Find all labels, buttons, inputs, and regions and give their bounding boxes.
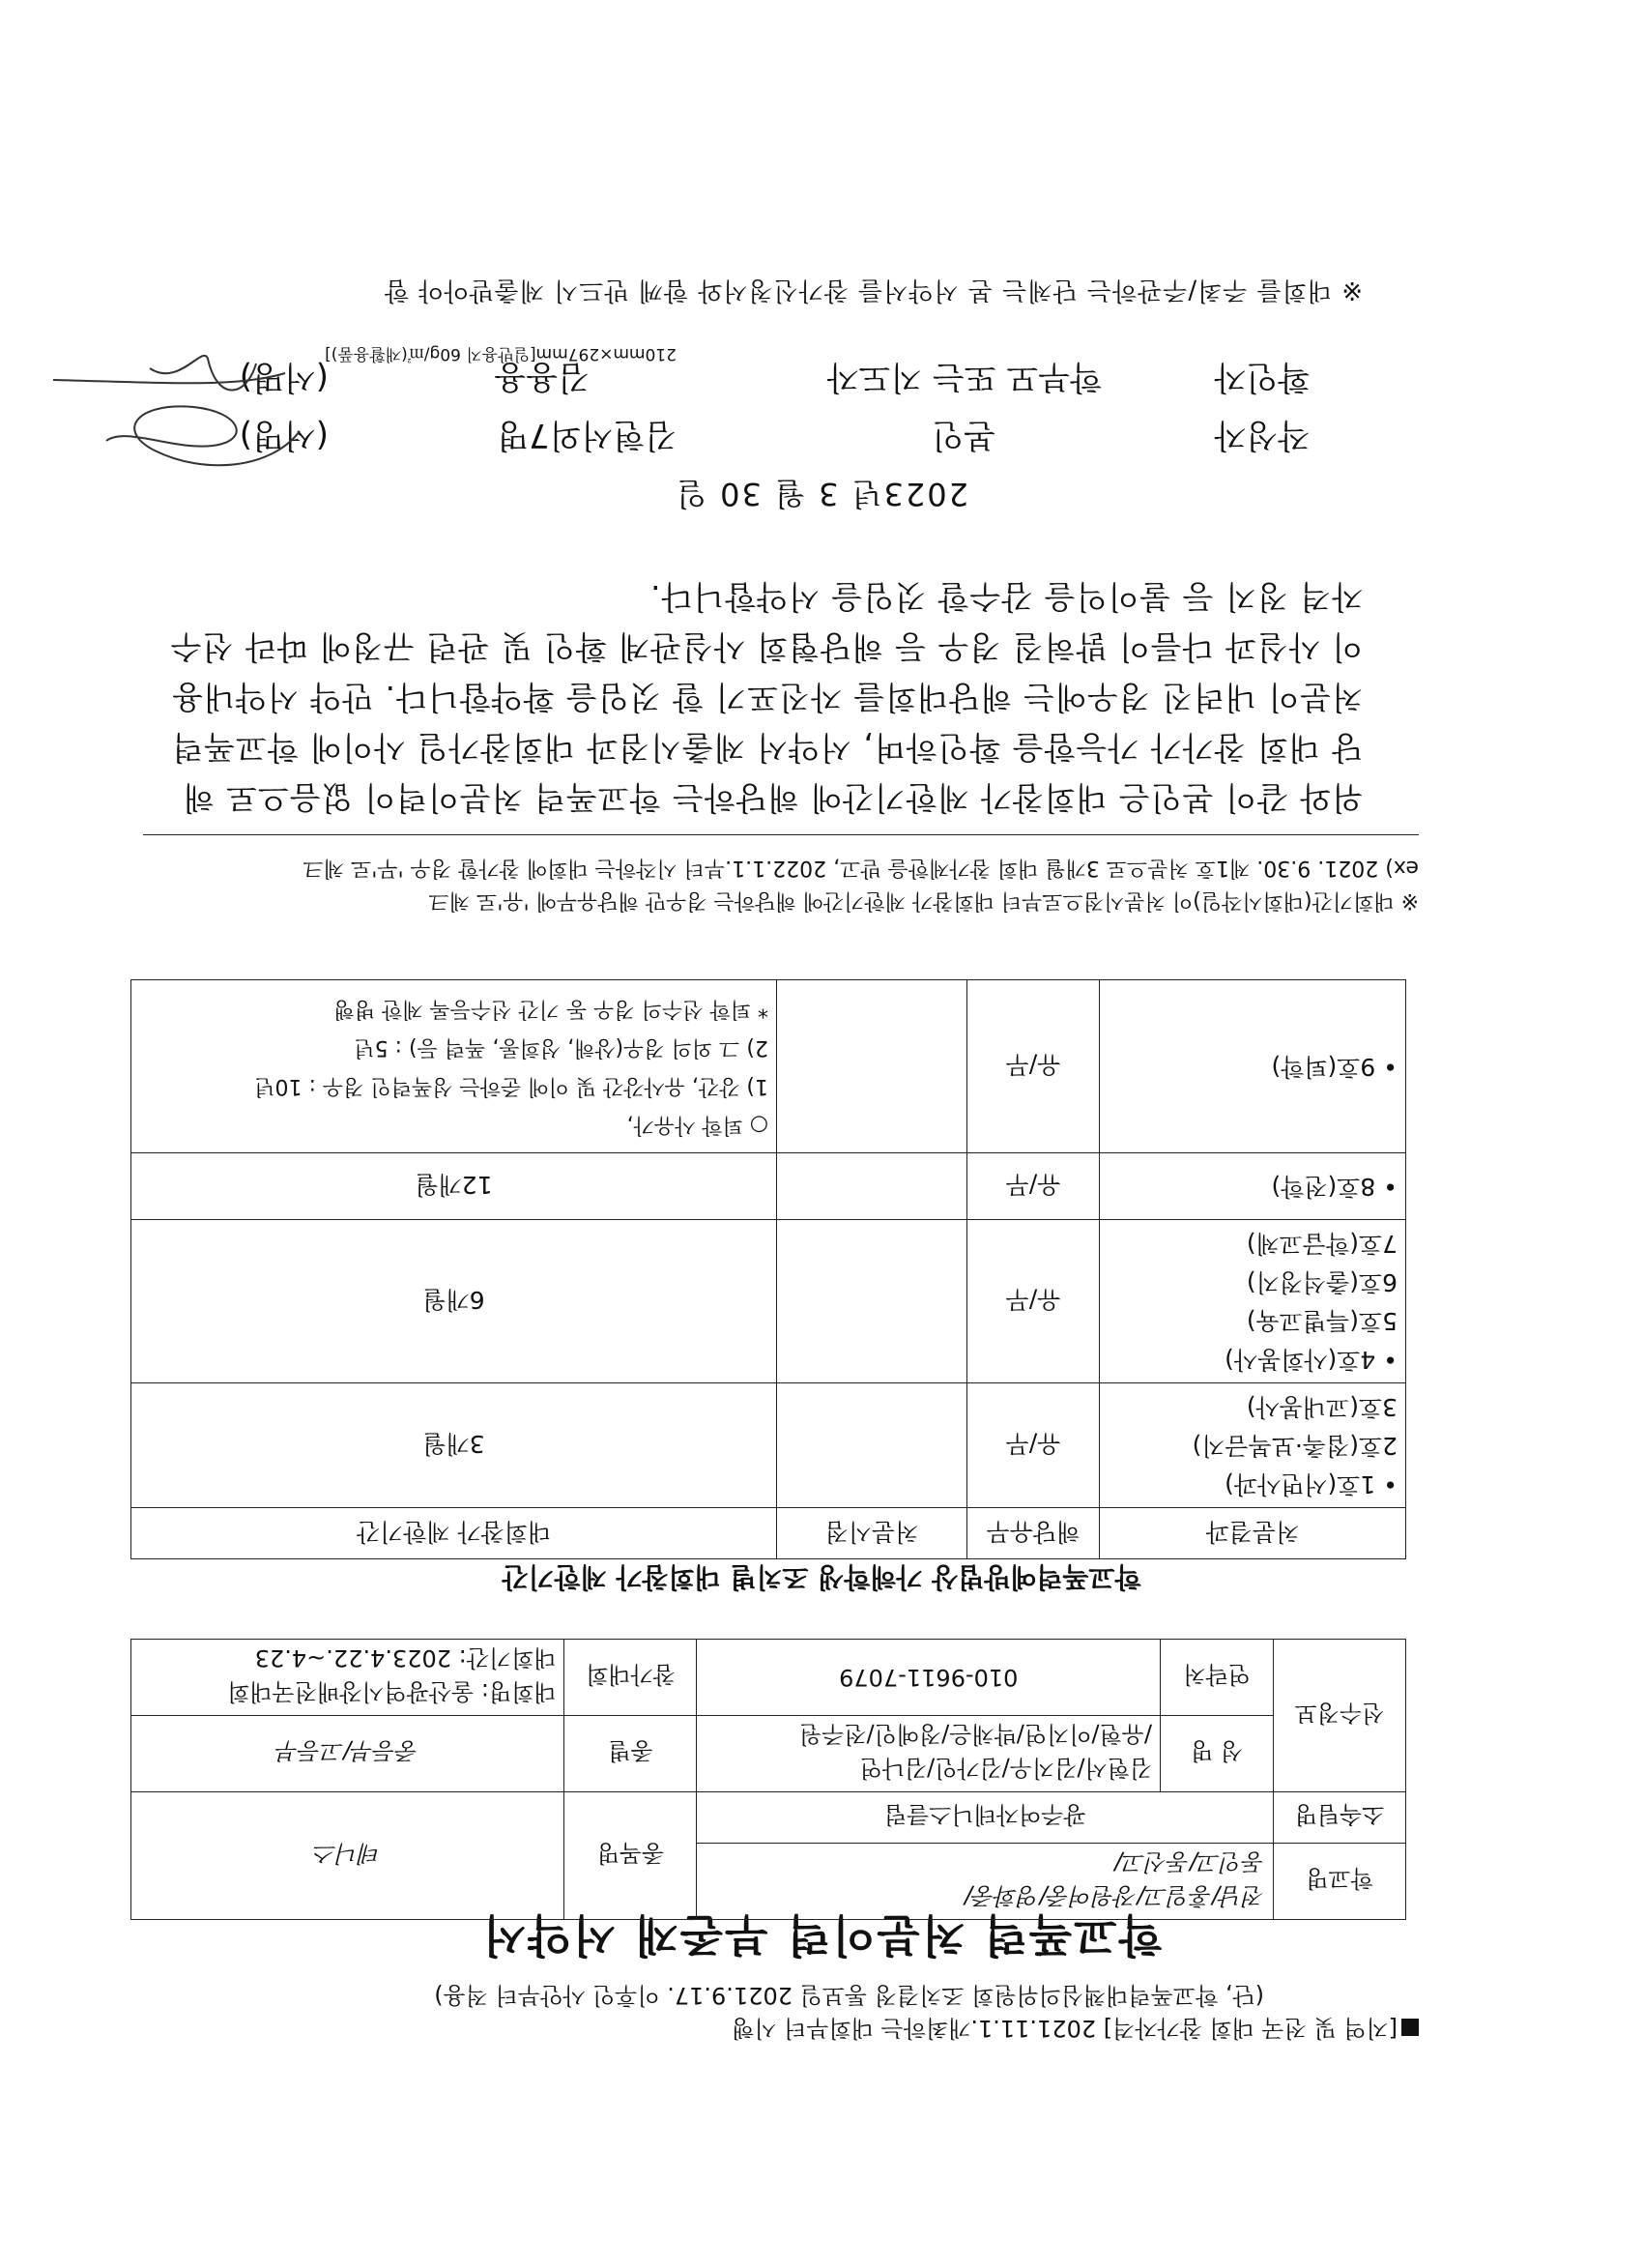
- pledge-statement: 위와 같이 본인은 대회참가 제한기간에 해당하는 학교폭력 처분이력이 없음으로 해당 대회 참가가 가능함을 확인하며, 서약서 제출시점과 대회참가일 사이에 학교폭력 처분이 내려진 경우에는 해당대회를 자진포기 할 것임을 확약합니다. 만약 서약내용이 사실과 다름이 밝혀질 경우 등 해당협회 사실관계 확인 및 관련 규정에 따라 선수 자격 정지 등 불이익을 감수할 것임을 서약합니다.: [169, 578, 1363, 817]
- divider: [143, 834, 1419, 835]
- team-value: 광주여자테니스클럽: [697, 1792, 1274, 1844]
- paper-spec-note: 210mm×297mm[일반용지 60g/㎡(재활용품)]: [325, 344, 677, 363]
- restriction-criteria-table: [130, 979, 1406, 1559]
- row-period: ○ 퇴학 사유가, 1) 강간, 유사강간 및 이에 준하는 성폭력인 경우 : 10년 2) 그 외의 경우(상해, 성희롱, 폭력 등) : 5년 * 퇴학 선수의 경우 동 기간 선수등록 제한 병행: [131, 980, 777, 1153]
- class-label: 종별: [564, 1716, 697, 1792]
- team-label: 소속팀명: [1274, 1792, 1406, 1844]
- writer-seal: (서명): [239, 416, 329, 454]
- row-timing: [777, 980, 967, 1153]
- event-value: 테니스: [131, 1792, 565, 1920]
- header-period: 대회참가 제한기간: [131, 1508, 777, 1559]
- eligibility-exception-note: (단, 학교폭력대책심의위원회 조치결정 통보일 2021.9.17. 이후인 사안부터 적용): [434, 1982, 1264, 2009]
- table-row: [131, 980, 1406, 1153]
- school-value: 전남/홍일고/장원여중/영화중/ 동인고/동신고/: [697, 1844, 1274, 1920]
- verifier-seal: (서명): [239, 358, 329, 396]
- competition-label: 참가대회: [564, 1640, 697, 1716]
- verifier-name: 김용용: [494, 358, 590, 396]
- name-label: 성 명: [1161, 1716, 1274, 1792]
- row-result: • 8호(전학): [1100, 1153, 1406, 1220]
- bullet-square-icon: [1401, 2019, 1419, 2036]
- eligibility-note: [732, 2014, 1419, 2048]
- writer-name: 김현서외7명: [497, 416, 677, 454]
- eligibility-note-text: [지역 및 전국 대회 참가자격] 2021.11.1.개최하는 대회부터 시행: [732, 2015, 1398, 2042]
- header-result: 처분결과: [1100, 1508, 1406, 1559]
- header-applies: 해당유무: [967, 1508, 1100, 1559]
- criteria-section-title: 학교폭력예방법상 가해학생 조치별 대회참가 제한기간: [502, 1561, 1141, 1593]
- row-applies: 유/무: [967, 1220, 1100, 1383]
- row-result: • 1호(서면사과) 2호(접촉·보복금지) 3호(교내봉사): [1100, 1383, 1406, 1508]
- submission-note: ※ 대회를 주최/주관하는 단체는 본 서약서를 참가신청서와 함께 반드시 제출받아야 함: [383, 276, 1363, 305]
- row-timing: [777, 1220, 967, 1383]
- class-value: 중등부/고등부: [131, 1716, 565, 1792]
- athlete-label: 선수정보: [1274, 1640, 1406, 1792]
- row-applies: 유/무: [967, 1383, 1100, 1508]
- row-timing: [777, 1383, 967, 1508]
- competition-value: 대회명: 울산광역시장배전국대회 대회기간: 2023.4.22.~4.23: [131, 1640, 565, 1716]
- verifier-label: 확인자: [1214, 358, 1310, 396]
- writer-role: 본인: [932, 416, 995, 454]
- table-row: [131, 1220, 1406, 1383]
- document-title: 학교폭력 처분이력 부존재 서약서: [480, 1909, 1163, 1962]
- name-value: 김현서/김지우/김가인/김나연 /유현/이지연/박채은/정예인/전주원: [697, 1716, 1161, 1792]
- criteria-footnote: ※ 대회기간(대회시작일)이 처분시점으로부터 대회참가 제한기간에 해당하는 경우만 해당유무에 '유'로 체크 ex) 2021. 9.30. 제1호 처분으로 3개월 대회 참가제한을 받고, 2022.1.1.부터 시작하는 대회에 참가할 경우 '무'로 체크: [303, 856, 1419, 913]
- writer-label: 작성자: [1214, 416, 1310, 454]
- signing-date: 2023년 3 월 30 일: [675, 476, 968, 512]
- verifier-role: 학부모 또는 지도자: [826, 358, 1102, 396]
- contact-label: 연락처: [1161, 1640, 1274, 1716]
- row-period: 3개월: [131, 1383, 777, 1508]
- row-timing: [777, 1153, 967, 1220]
- row-applies: 유/무: [967, 980, 1100, 1153]
- contact-value: 010-9611-7079: [697, 1640, 1161, 1716]
- event-label: 종목명: [564, 1792, 697, 1920]
- row-period: 6개월: [131, 1220, 777, 1383]
- row-period: 12개월: [131, 1153, 777, 1220]
- row-result: • 9호(퇴학): [1100, 980, 1406, 1153]
- row-applies: 유/무: [967, 1153, 1100, 1220]
- applicant-info-table: [130, 1639, 1406, 1920]
- header-timing: 처분시점: [777, 1508, 967, 1559]
- verifier-signature-scribble: [43, 339, 295, 417]
- row-result: • 4호(사회봉사) 5호(특별교육) 6호(출석정지) 7호(학급교체): [1100, 1220, 1406, 1383]
- table-row: [131, 1383, 1406, 1508]
- school-label: 학교명: [1274, 1844, 1406, 1920]
- table-row: [131, 1153, 1406, 1220]
